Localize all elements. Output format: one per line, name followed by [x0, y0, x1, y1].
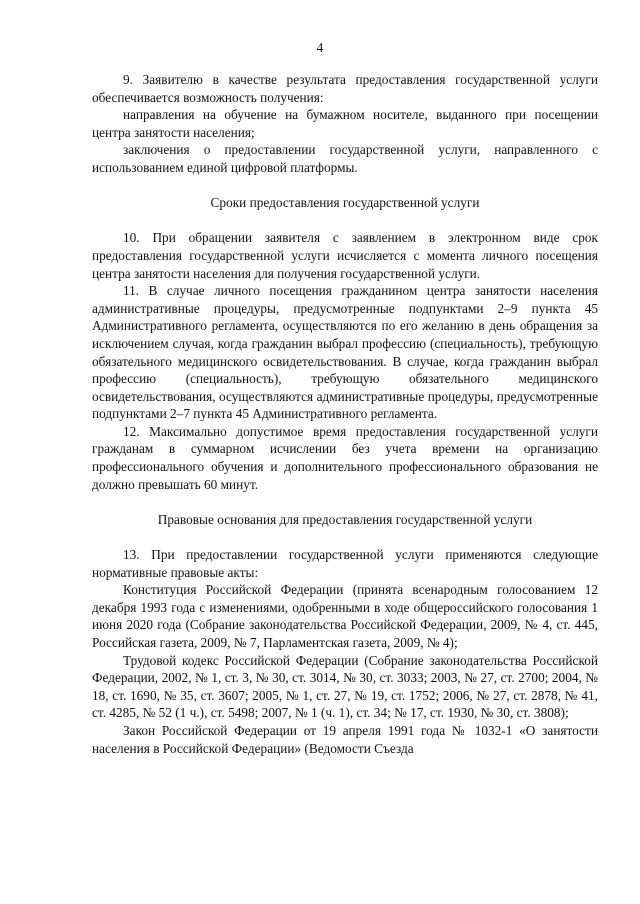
paragraph: Конституция Российской Федерации (принята всенародным голосованием 12 декабря 1993 года с изменениями, одобренными в ходе общероссийского голосования 1 июня 2020 года (Собрание законодательства Российской Федерации, 2009, № 4, ст. 445, Российская газета, 2009, № 7, Парламентская газета, 2009, № 4);: [92, 582, 598, 650]
paragraph: 10. При обращении заявителя с заявлением в электронном виде срок предоставления государственной услуги исчисляется с момента личного посещения центра занятости населения для получения государственной услуги.: [92, 230, 598, 281]
spacer: [92, 177, 598, 195]
page-number: 4: [316, 40, 324, 55]
section-heading: Правовые основания для предоставления государственной услуги: [157, 511, 533, 527]
section-heading: Сроки предоставления государственной услуги: [210, 195, 480, 211]
paragraph: 12. Максимально допустимое время предоставления государственной услуги гражданам в суммарном исчислении без учета времени на организацию профессионального обучения и дополнительного профессионального образования не должно превышать 60 минут.: [92, 423, 598, 492]
paragraph: 13. При предоставлении государственной услуги применяются следующие нормативные правовые акты:: [92, 547, 598, 580]
paragraph: Закон Российской Федерации от 19 апреля 1991 года № 1032-1 «О занятости населения в Российской Федерации» (Ведомости Съезда: [92, 722, 598, 756]
paragraph: 9. Заявителю в качестве результата предоставления государственной услуги обеспечивается возможность получения:: [92, 72, 598, 105]
paragraph: направления на обучение на бумажном носителе, выданного при посещении центра занятости населения;: [92, 107, 598, 140]
spacer: [92, 528, 598, 546]
spacer: [92, 212, 598, 230]
paragraph: Трудовой кодекс Российской Федерации (Собрание законодательства Российской Федерации, 2002, № 1, ст. 3, № 30, ст. 3014, № 30, ст. 3033; 2003, № 27, ст. 2700; 2004, № 18, ст. 1690, № 35, ст. 3607; 2005, № 1, ст. 27, № 19, ст. 1752; 2006, № 27, ст. 2878, № 41, ст. 4285, № 52 (1 ч.), ст. 5498; 2007, № 1 (ч. 1), ст. 34; № 17, ст. 1930, № 30, ст. 3808);: [92, 652, 598, 721]
paragraph: 11. В случае личного посещения гражданином центра занятости населения административные процедуры, предусмотренные подпунктами 2–9 пункта 45 Административного регламента, осуществляются по его желанию в день обращения за исключением случая, когда гражданин выбрал профессию (специальность), требующую обязательного медицинского освидетельствования. В случае, когда гражданин выбрал профессию (специальность), требующую обязательного медицинского освидетельствования, осуществляются административные процедуры, предусмотренные подпунктами 2–7 пункта 45 Административного регламента.: [92, 283, 598, 422]
paragraph: заключения о предоставлении государственной услуги, направленного с использованием единой цифровой платформы.: [92, 142, 598, 175]
spacer: [92, 493, 598, 511]
document-body: [92, 71, 598, 757]
